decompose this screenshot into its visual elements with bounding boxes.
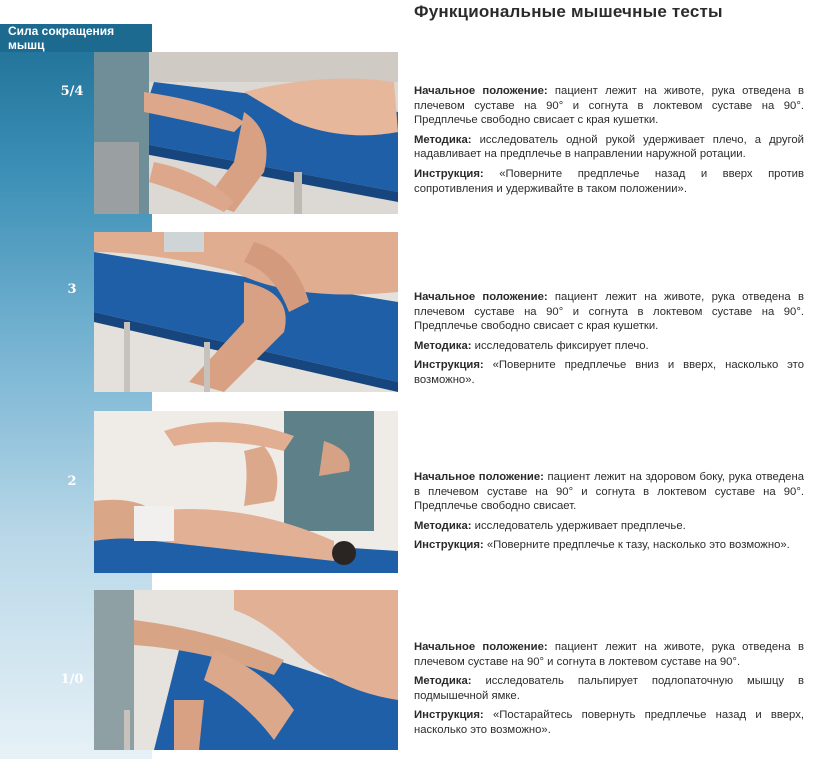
instruction-label: Инструкция: — [414, 709, 484, 722]
method-paragraph — [414, 339, 804, 354]
grade-label: 2 — [67, 474, 77, 489]
instruction-text: «Поверните предплечье к тазу, насколько это возможно». — [483, 539, 790, 552]
start-position-text: пациент лежит на животе, рука отведена в плечевом суставе на 90° и согнута в локтевом суставе на 90°. Предплечье свободно свисает с края кушетки. — [414, 85, 804, 127]
sidebar-header: Сила сокращения мышц — [0, 24, 152, 52]
instruction-text: «Поверните предплечье назад и вверх против сопротивления и удерживайте в таком положении». — [414, 167, 804, 195]
instruction-text: «Постарайтесь повернуть предплечье назад и вверх, насколько это возможно». — [414, 709, 804, 736]
method-text: исследователь одной рукой удерживает плечо, а другой надавливает на предплечье в направлении наружной ротации. — [414, 133, 804, 161]
instruction-paragraph — [414, 358, 804, 387]
method-paragraph — [414, 133, 804, 162]
instruction-paragraph — [414, 538, 804, 553]
start-position-text: пациент лежит на здоровом боку, рука отведена в плечевом суставе на 90° и согнута в локтевом суставе на 90°. Предплечье свободно свисает. — [414, 471, 804, 513]
start-position-label: Начальное положение: — [414, 85, 548, 97]
exercise-photo — [94, 590, 398, 750]
exercise-photo — [94, 411, 398, 573]
instruction-label: Инструкция: — [414, 167, 484, 180]
method-text: исследователь пальпирует подлопаточную мышцу в подмышечной ямке. — [414, 675, 804, 702]
method-label: Методика: — [414, 339, 472, 352]
section-description — [414, 84, 804, 201]
exercise-photo — [94, 52, 398, 214]
start-position-label: Начальное положение: — [414, 291, 548, 303]
start-position-text: пациент лежит на животе, рука отведена в плечевом суставе на 90° и согнута в локтевом суставе на 90°. — [414, 641, 804, 668]
start-position-label: Начальное положение: — [414, 471, 544, 483]
method-paragraph — [414, 519, 804, 534]
method-label: Методика: — [414, 675, 472, 688]
grade-label: 5/4 — [60, 84, 84, 99]
start-position-paragraph — [414, 290, 804, 334]
exercise-photo — [94, 232, 398, 392]
start-position-text: пациент лежит на животе, рука отведена в плечевом суставе на 90° и согнута в локтевом суставе на 90°. Предплечье свободно свисает с края кушетки. — [414, 291, 804, 333]
method-text: исследователь фиксирует плечо. — [471, 339, 649, 352]
start-position-label: Начальное положение: — [414, 641, 548, 653]
start-position-paragraph — [414, 640, 804, 669]
method-label: Методика: — [414, 519, 472, 532]
instruction-paragraph — [414, 167, 804, 196]
instruction-label: Инструкция: — [414, 539, 484, 552]
method-text: исследователь удерживает предплечье. — [471, 519, 686, 532]
instruction-label: Инструкция: — [414, 359, 484, 372]
section-description — [414, 290, 804, 393]
instruction-paragraph — [414, 708, 804, 737]
method-paragraph — [414, 674, 804, 703]
section-description — [414, 470, 804, 558]
instruction-text: «Поверните предплечье вниз и вверх, насколько это возможно». — [414, 359, 804, 386]
section-description — [414, 640, 804, 743]
grade-label: 3 — [67, 282, 77, 297]
grade-label: 1/0 — [60, 672, 84, 687]
start-position-paragraph — [414, 84, 804, 128]
method-label: Методика: — [414, 133, 472, 146]
page-title: Функциональные мышечные тесты — [414, 2, 723, 21]
start-position-paragraph — [414, 470, 804, 514]
